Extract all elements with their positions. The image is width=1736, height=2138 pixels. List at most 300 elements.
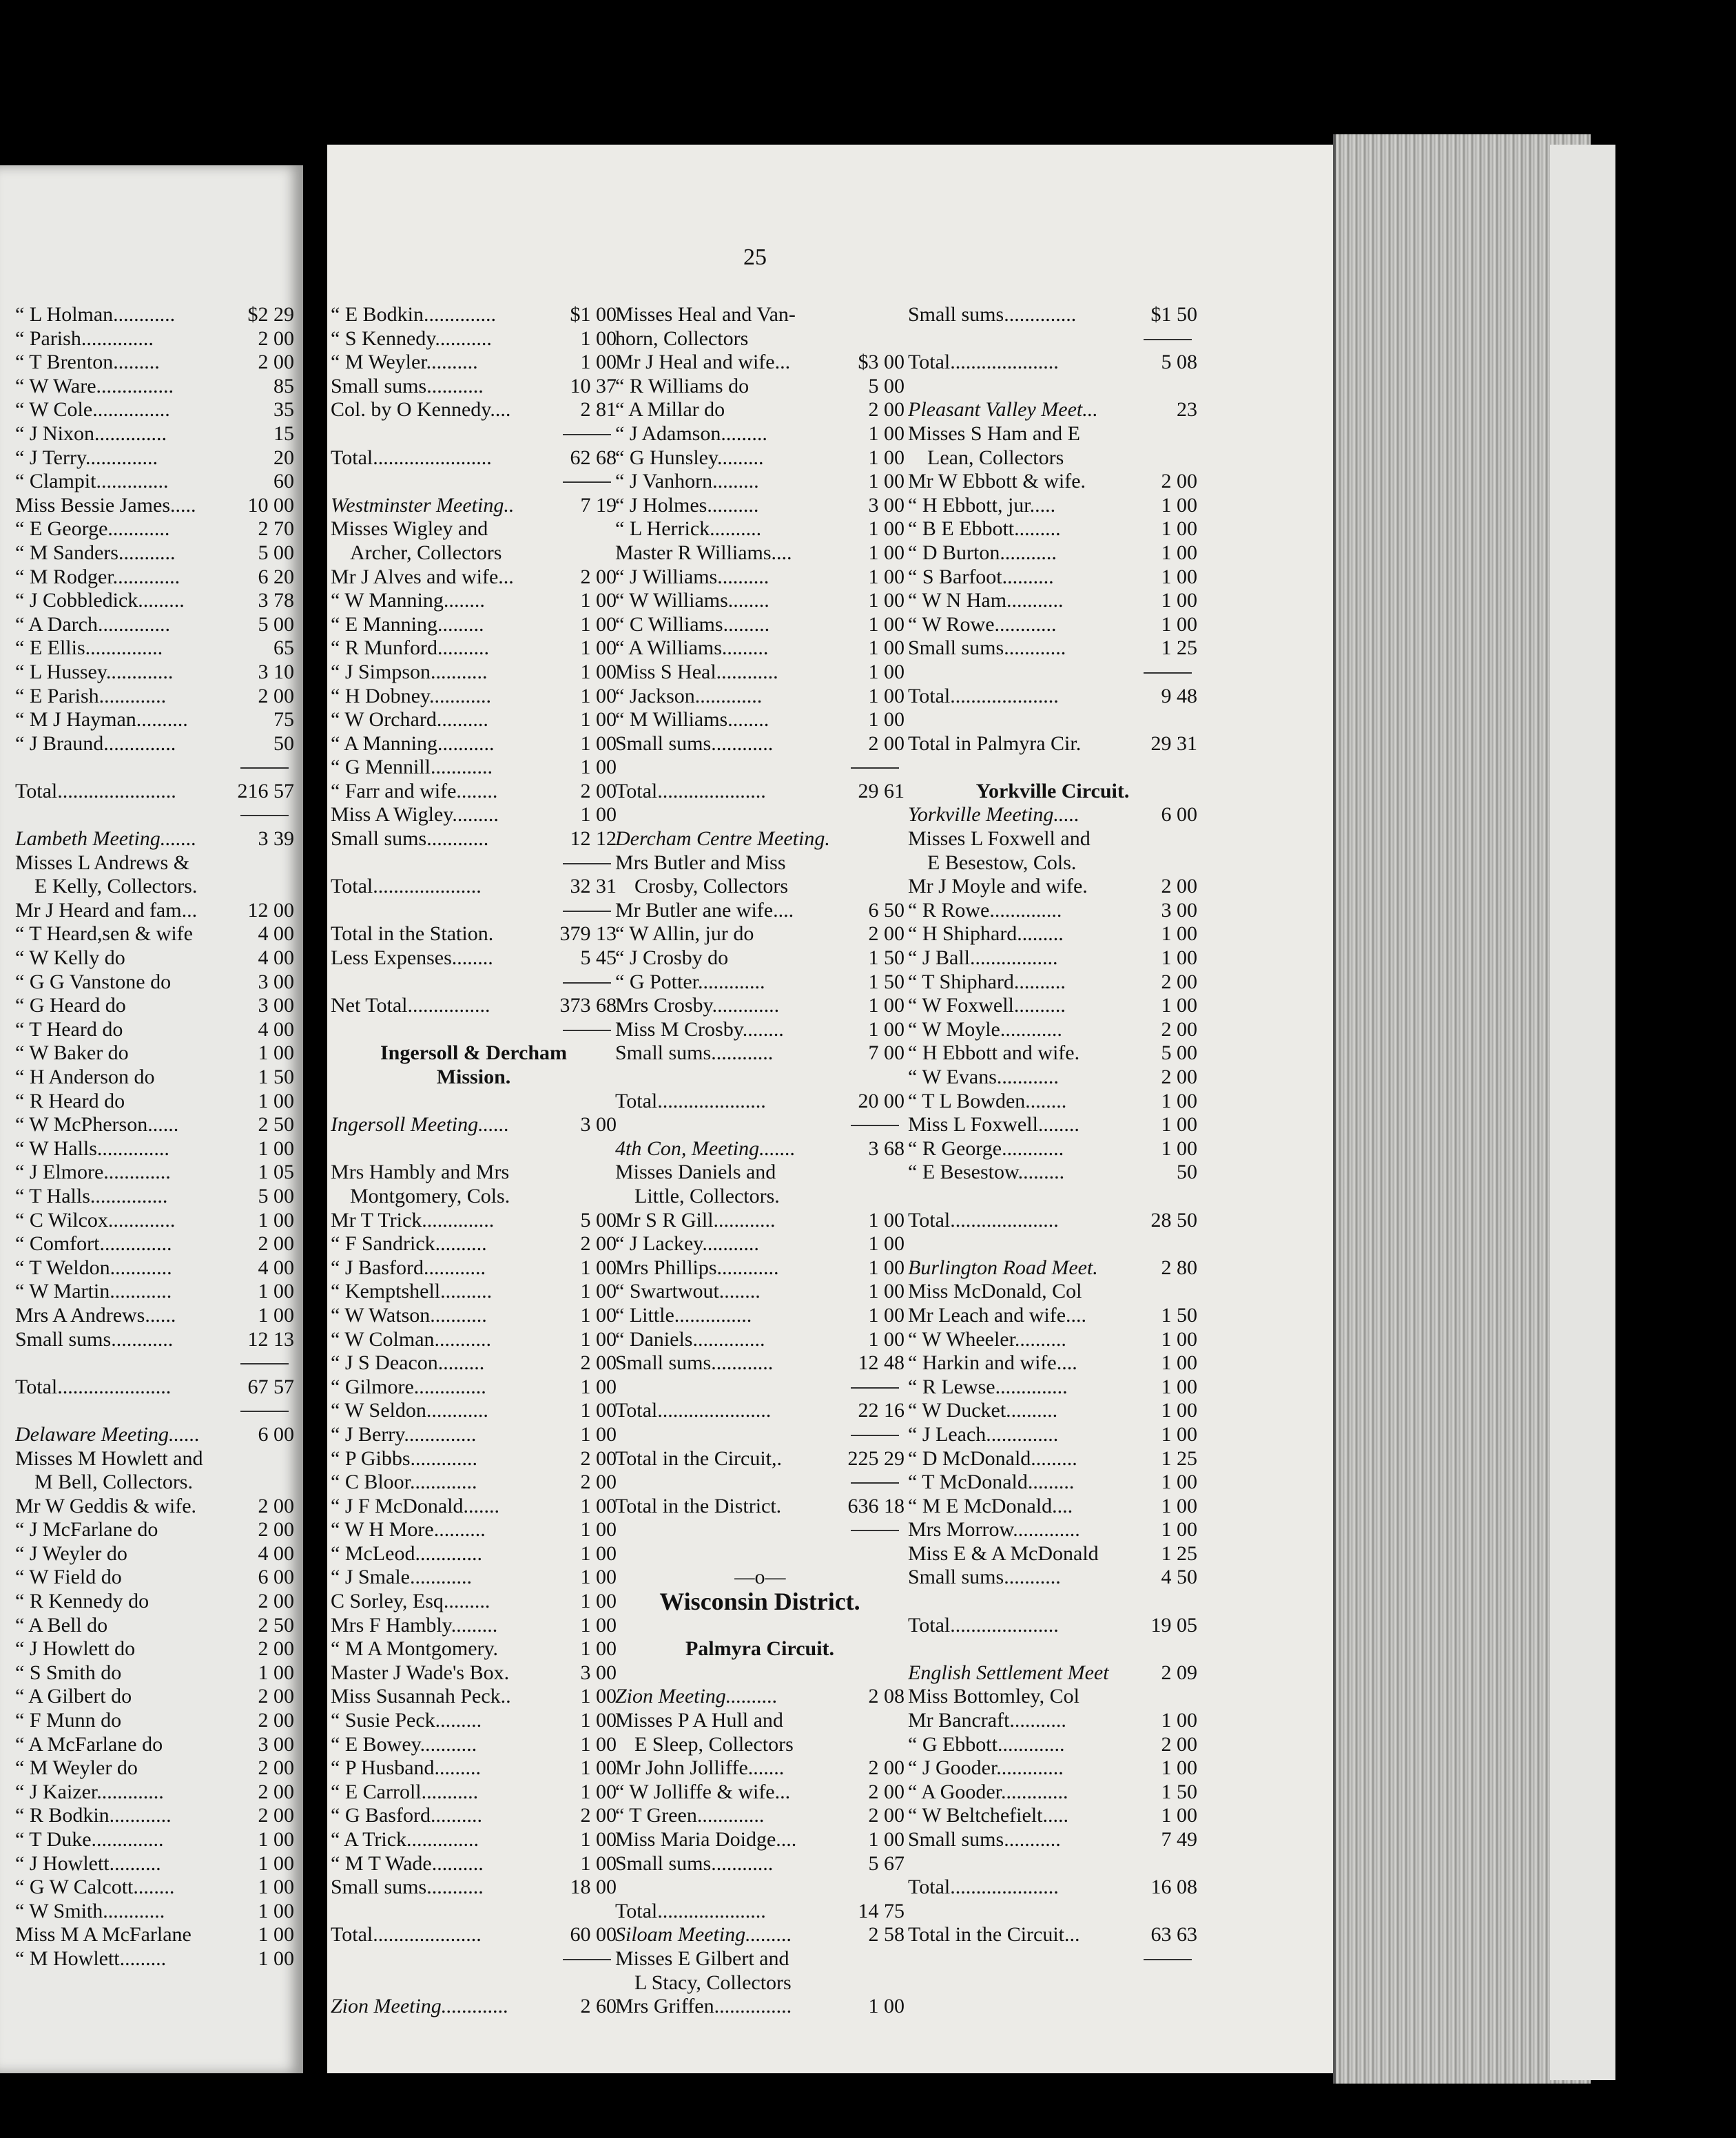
entry-name: “ T Green............. xyxy=(615,1804,765,1827)
entry-name xyxy=(615,1066,905,1090)
ledger-row xyxy=(331,1161,617,1185)
entry-name: “ G Mennill............ xyxy=(331,756,493,779)
ledger-row xyxy=(15,1232,294,1256)
entry-amount: 1 00 xyxy=(580,1780,617,1803)
entry-name: “ J Terry.............. xyxy=(15,446,158,469)
entry-name: “ A Manning........... xyxy=(331,731,495,755)
entry-amount: 28 50 xyxy=(1150,1208,1197,1232)
ledger-row xyxy=(615,1828,905,1852)
entry-amount: 1 00 xyxy=(580,1542,617,1565)
entry-name: “ J F McDonald....... xyxy=(331,1494,499,1517)
entry-amount: 1 00 xyxy=(258,1923,294,1947)
entry-amount: 1 00 xyxy=(868,517,905,541)
entry-amount: $1 00 xyxy=(570,303,617,326)
entry-amount: 1 00 xyxy=(1161,1089,1197,1112)
entry-amount: 1 00 xyxy=(258,1899,294,1922)
entry-amount: 6 00 xyxy=(258,1422,294,1446)
entry-name: “ J Cobbledick......... xyxy=(15,589,185,612)
ledger-row xyxy=(615,1232,905,1256)
entry-name: Mr Bancraft........... xyxy=(908,1709,1066,1732)
entry-amount: 2 00 xyxy=(868,731,905,755)
entry-name: Montgomery, Cols. xyxy=(350,1184,510,1207)
entry-name: “ L Herrick.......... xyxy=(615,517,762,541)
ledger-row xyxy=(615,1447,905,1471)
ledger-row xyxy=(908,1471,1197,1495)
entry-name: “ A Bell do xyxy=(15,1613,108,1637)
entry-amount: 2 70 xyxy=(258,517,294,541)
entry-amount: 1 00 xyxy=(868,470,905,493)
entry-name: “ T Duke.............. xyxy=(15,1828,164,1851)
ledger-row xyxy=(331,1232,617,1256)
ledger-row xyxy=(331,1733,617,1757)
entry-name: “ T Heard,sen & wife xyxy=(15,922,193,946)
ledger-row xyxy=(15,1923,294,1947)
ledger-row xyxy=(908,1876,1197,1900)
entry-amount: 3 00 xyxy=(580,1113,617,1137)
entry-name xyxy=(331,1090,617,1114)
ledger-row xyxy=(331,1804,617,1828)
ledger-row xyxy=(615,1328,905,1352)
entry-name: “ W Field do xyxy=(15,1566,122,1589)
entry-amount: 1 00 xyxy=(580,1494,617,1517)
entry-amount: 2 00 xyxy=(868,398,905,422)
entry-amount: 20 xyxy=(273,446,294,469)
entry-amount: $1 50 xyxy=(1150,303,1197,326)
entry-name: “ M A Montgomery. xyxy=(331,1637,499,1661)
entry-amount: 1 00 xyxy=(580,1613,617,1637)
ledger-row xyxy=(331,1447,617,1471)
entry-name: “ R Lewse.............. xyxy=(908,1375,1068,1398)
entry-name xyxy=(615,1518,905,1542)
entry-name: “ D McDonald......... xyxy=(908,1446,1077,1470)
entry-name: “ W McPherson...... xyxy=(15,1113,179,1137)
ledger-row xyxy=(331,732,617,756)
entry-amount: 1 00 xyxy=(868,422,905,445)
ledger-row xyxy=(615,1185,905,1209)
ledger-row xyxy=(15,1066,294,1090)
ledger-row xyxy=(615,1900,905,1924)
ledger-row xyxy=(331,613,617,637)
entry-name: Misses L Andrews & xyxy=(15,851,190,874)
entry-amount: 2 00 xyxy=(868,1756,905,1780)
entry-amount: 1 00 xyxy=(1161,946,1197,970)
entry-name: Mr T Trick.............. xyxy=(331,1208,495,1232)
entry-amount: 50 xyxy=(273,731,294,755)
entry-name: Mr J Heard and fam... xyxy=(15,898,198,922)
entry-amount: 1 00 xyxy=(580,803,617,827)
entry-name: “ Kemptshell.......... xyxy=(331,1280,493,1303)
entry-name: “ M E McDonald.... xyxy=(908,1494,1073,1517)
rule-line xyxy=(331,1947,617,1971)
entry-name: Zion Meeting............. xyxy=(331,1995,509,2018)
ledger-row xyxy=(908,1566,1197,1590)
page-number: 25 xyxy=(743,245,767,270)
ledger-row xyxy=(331,517,617,541)
entry-amount: $2 29 xyxy=(247,303,294,326)
entry-amount: 2 00 xyxy=(1161,470,1197,493)
rule-line xyxy=(331,1018,617,1042)
ledger-row xyxy=(615,636,905,661)
entry-amount: 1 00 xyxy=(580,1732,617,1756)
entry-name: “ H Anderson do xyxy=(15,1066,155,1088)
entry-amount: 5 00 xyxy=(1161,1041,1197,1065)
entry-name: “ Daniels.............. xyxy=(615,1327,765,1351)
entry-amount: 636 18 xyxy=(847,1494,905,1517)
ledger-row xyxy=(331,589,617,613)
entry-name: “ M T Wade.......... xyxy=(331,1851,484,1875)
entry-amount: 2 00 xyxy=(258,1232,294,1256)
entry-amount: 1 25 xyxy=(1161,636,1197,660)
entry-name: Total...................... xyxy=(615,1399,772,1422)
entry-amount: 10 37 xyxy=(570,374,617,397)
entry-name: “ W Watson........... xyxy=(331,1303,487,1327)
entry-amount: 1 00 xyxy=(868,565,905,588)
ledger-row xyxy=(15,1566,294,1590)
entry-amount: 1 00 xyxy=(1161,1137,1197,1160)
ledger-row xyxy=(908,470,1197,494)
ledger-row xyxy=(15,1733,294,1757)
ledger-row xyxy=(15,422,294,446)
section-heading xyxy=(331,1041,617,1066)
entry-amount: 1 00 xyxy=(580,1851,617,1875)
entry-name: “ T Shiphard.......... xyxy=(908,970,1066,993)
entry-amount: 2 00 xyxy=(258,1685,294,1708)
entry-amount: 1 00 xyxy=(258,1303,294,1327)
entry-amount: 1 05 xyxy=(258,1161,294,1184)
ledger-row xyxy=(15,1423,294,1447)
entry-name: “ P Gibbs............. xyxy=(331,1446,478,1470)
entry-name: “ Harkin and wife.... xyxy=(908,1351,1077,1375)
entry-name xyxy=(908,1900,1197,1924)
entry-amount: 5 00 xyxy=(580,1208,617,1232)
entry-amount: 75 xyxy=(273,708,294,731)
entry-amount: 2 58 xyxy=(868,1923,905,1947)
entry-name xyxy=(615,1661,905,1685)
ledger-row xyxy=(331,1614,617,1638)
entry-amount: 1 50 xyxy=(868,946,905,970)
entry-amount: 2 00 xyxy=(868,922,905,946)
entry-name: “ W Wheeler.......... xyxy=(908,1327,1066,1351)
entry-name: “ J Nixon.............. xyxy=(15,422,167,445)
entry-name: Total....................... xyxy=(15,779,176,802)
ledger-row xyxy=(908,1709,1197,1733)
ledger-row xyxy=(331,922,617,946)
ledger-row xyxy=(331,1637,617,1661)
entry-amount: 1 00 xyxy=(580,1422,617,1446)
ledger-row xyxy=(908,1185,1197,1209)
entry-amount: 1 00 xyxy=(868,1208,905,1232)
entry-name: Small sums............ xyxy=(15,1327,174,1351)
entry-name: Misses Heal and Van- xyxy=(615,303,796,326)
ledger-row xyxy=(15,1447,294,1471)
ledger-row xyxy=(15,1852,294,1876)
entry-amount: 1 00 xyxy=(1161,1494,1197,1517)
entry-name: Mrs Griffen............... xyxy=(615,1995,792,2018)
entry-amount: 7 00 xyxy=(868,1041,905,1065)
entry-amount: 2 50 xyxy=(258,1613,294,1637)
entry-amount: 1 00 xyxy=(868,1256,905,1279)
ledger-row xyxy=(615,803,905,827)
entry-amount: 5 00 xyxy=(258,612,294,636)
entry-name: Mr Butler ane wife.... xyxy=(615,898,794,922)
entry-name: Mrs F Hambly......... xyxy=(331,1613,498,1637)
entry-amount: 2 00 xyxy=(580,1232,617,1256)
section-heading xyxy=(908,780,1197,804)
ledger-row xyxy=(615,1495,905,1519)
ledger-row xyxy=(615,1304,905,1328)
ledger-row xyxy=(615,994,905,1018)
entry-amount: 1 00 xyxy=(580,612,617,636)
ledger-row xyxy=(615,1161,905,1185)
ledger-row xyxy=(908,1351,1197,1376)
entry-amount: 1 00 xyxy=(1161,922,1197,946)
entry-amount: 2 00 xyxy=(258,684,294,707)
entry-amount: 1 00 xyxy=(868,1280,905,1303)
entry-name: Mr J Moyle and wife. xyxy=(908,875,1088,898)
entry-name: Miss Bottomley, Col xyxy=(908,1685,1079,1708)
entry-name: “ J McFarlane do xyxy=(15,1518,158,1542)
entry-amount: 2 80 xyxy=(1161,1256,1197,1279)
ledger-row xyxy=(331,303,617,327)
entry-name: “ J Basford............ xyxy=(331,1256,486,1279)
ledger-row xyxy=(331,1876,617,1900)
entry-name: “ W Ware............... xyxy=(15,374,174,397)
entry-name: “ A Darch.............. xyxy=(15,612,170,636)
ledger-row xyxy=(331,875,617,899)
entry-name: Total..................... xyxy=(615,779,766,802)
ledger-row xyxy=(15,327,294,351)
entry-name: “ A Trick.............. xyxy=(331,1828,479,1851)
entry-amount: 62 68 xyxy=(570,446,617,469)
entry-name: Small sums............ xyxy=(615,1041,774,1065)
entry-amount: 2 00 xyxy=(258,1637,294,1661)
rule-line xyxy=(615,1423,905,1447)
entry-amount: 7 19 xyxy=(580,493,617,517)
entry-name: “ W Jolliffe & wife... xyxy=(615,1780,791,1803)
entry-name: Mr J Alves and wife... xyxy=(331,565,514,588)
entry-name: Net Total................ xyxy=(331,994,490,1017)
entry-name: “ R George............ xyxy=(908,1137,1064,1160)
ledger-row xyxy=(15,1947,294,1971)
entry-name: “ D Burton........... xyxy=(908,541,1057,564)
ledger-row xyxy=(615,1018,905,1042)
ledger-row xyxy=(615,422,905,446)
ledger-row xyxy=(615,661,905,685)
entry-name: “ Comfort.............. xyxy=(15,1232,172,1256)
entry-amount: 2 08 xyxy=(868,1685,905,1708)
ledger-row xyxy=(15,1137,294,1161)
ledger-row xyxy=(615,375,905,399)
entry-name: “ G Hunsley......... xyxy=(615,446,764,469)
ledger-row xyxy=(615,1709,905,1733)
entry-name: Misses S Ham and E xyxy=(908,422,1080,445)
ledger-row xyxy=(908,971,1197,995)
entry-name: “ M J Hayman.......... xyxy=(15,708,188,731)
rule-line xyxy=(15,1351,294,1376)
ledger-row xyxy=(908,1399,1197,1423)
ledger-row xyxy=(908,1900,1197,1924)
entry-name: Small sums........... xyxy=(331,1876,484,1899)
ledger-row xyxy=(15,1161,294,1185)
entry-name: “ J Adamson......... xyxy=(615,422,767,445)
entry-name: “ W Moyle............ xyxy=(908,1017,1062,1041)
ledger-row xyxy=(15,1685,294,1709)
ledger-row xyxy=(15,922,294,946)
entry-name: Total in Palmyra Cir. xyxy=(908,731,1082,755)
entry-name: “ W Baker do xyxy=(15,1041,129,1065)
entry-name: “ T McDonald......... xyxy=(908,1471,1075,1494)
entry-amount: 379 13 xyxy=(559,922,617,946)
entry-amount: 1 00 xyxy=(580,1637,617,1661)
ledger-row xyxy=(331,1518,617,1542)
entry-amount: 1 00 xyxy=(580,636,617,660)
entry-amount: 1 00 xyxy=(868,589,905,612)
ledger-row xyxy=(615,1781,905,1805)
entry-name: “ W Colman........... xyxy=(331,1327,492,1351)
ledger-row xyxy=(15,1756,294,1781)
entry-name: Miss M Crosby........ xyxy=(615,1017,784,1041)
entry-name: “ W Cole............... xyxy=(15,398,170,422)
entry-name: Mrs Hambly and Mrs xyxy=(331,1161,510,1184)
entry-amount: 1 00 xyxy=(258,1661,294,1684)
entry-name: “ W Rowe............ xyxy=(908,612,1057,636)
entry-name: “ W Halls.............. xyxy=(15,1137,169,1160)
entry-name: Small sums............ xyxy=(615,1851,774,1875)
entry-name: “ E Besestow......... xyxy=(908,1161,1065,1184)
entry-amount: 1 50 xyxy=(868,970,905,993)
entry-name xyxy=(331,971,617,995)
ledger-row xyxy=(331,1376,617,1400)
rule-line xyxy=(331,899,617,923)
ledger-row xyxy=(908,1590,1197,1614)
ledger-row xyxy=(331,1280,617,1304)
entry-name: Ingersoll & Dercham xyxy=(380,1041,568,1065)
entry-name xyxy=(615,1542,905,1566)
entry-name xyxy=(15,803,294,827)
entry-amount: 2 50 xyxy=(258,1113,294,1137)
entry-amount: 15 xyxy=(273,422,294,445)
entry-name xyxy=(908,327,1197,351)
ledger-row xyxy=(15,1209,294,1233)
ledger-row xyxy=(615,875,905,899)
ledger-row xyxy=(15,851,294,875)
entry-name: “ W Manning........ xyxy=(331,589,485,612)
entry-name: Zion Meeting.......... xyxy=(615,1685,778,1708)
entry-name: —o— xyxy=(734,1566,786,1589)
ledger-row xyxy=(331,1756,617,1781)
entry-amount: 4 00 xyxy=(258,1256,294,1279)
ledger-row xyxy=(331,636,617,661)
ledger-row xyxy=(908,1733,1197,1757)
ledger-row xyxy=(15,1256,294,1280)
ledger-row xyxy=(331,994,617,1018)
entry-name: Burlington Road Meet. xyxy=(908,1256,1098,1279)
ledger-row xyxy=(331,1828,617,1852)
entry-name: Mrs Crosby............. xyxy=(615,994,780,1017)
ledger-row xyxy=(331,1185,617,1209)
entry-name: “ W Orchard.......... xyxy=(331,708,488,731)
ledger-row xyxy=(15,1542,294,1566)
entry-name: “ E Bowey........... xyxy=(331,1732,477,1756)
entry-amount: 4 50 xyxy=(1161,1566,1197,1589)
entry-amount: 12 48 xyxy=(858,1351,905,1375)
rule-line xyxy=(615,1518,905,1542)
ledger-row xyxy=(615,1280,905,1304)
entry-name: “ E Parish............. xyxy=(15,684,167,707)
ledger-row xyxy=(15,398,294,422)
entry-name: “ McLeod............. xyxy=(331,1542,482,1565)
ledger-row xyxy=(908,803,1197,827)
entry-amount: 1 00 xyxy=(258,1208,294,1232)
entry-name: Miss L Foxwell........ xyxy=(908,1113,1079,1137)
ledger-row xyxy=(908,1232,1197,1256)
entry-amount: 216 57 xyxy=(237,779,294,802)
entry-amount: 2 00 xyxy=(1161,1066,1197,1088)
entry-name: “ C Wilcox............. xyxy=(15,1208,176,1232)
entry-name: “ E George............ xyxy=(15,517,170,541)
entry-amount: 2 00 xyxy=(258,1756,294,1780)
entry-name: Misses Daniels and xyxy=(615,1161,776,1184)
entry-amount: 1 00 xyxy=(1161,1518,1197,1542)
entry-name: Total..................... xyxy=(331,875,482,898)
entry-name: Total in the Station. xyxy=(331,922,494,946)
ledger-row xyxy=(908,875,1197,899)
entry-name: “ S Barfoot.......... xyxy=(908,565,1054,588)
ledger-row xyxy=(15,1590,294,1614)
ledger-row xyxy=(908,1304,1197,1328)
entry-amount: 3 00 xyxy=(1161,898,1197,922)
entry-name: “ Gilmore.............. xyxy=(331,1375,486,1398)
entry-name xyxy=(331,851,617,875)
entry-amount: 1 00 xyxy=(258,1828,294,1851)
ledger-row xyxy=(908,708,1197,732)
ledger-row xyxy=(15,827,294,851)
entry-amount: 2 00 xyxy=(580,1804,617,1827)
entry-amount: 4 00 xyxy=(258,922,294,946)
ledger-row xyxy=(615,732,905,756)
entry-amount: 65 xyxy=(273,636,294,660)
ledger-row xyxy=(15,899,294,923)
entry-name: Miss S Heal............ xyxy=(615,660,778,683)
ledger-row xyxy=(908,1161,1197,1185)
ledger-row xyxy=(908,685,1197,709)
entry-name: “ M Howlett......... xyxy=(15,1947,167,1970)
entry-name: “ M Williams........ xyxy=(615,708,769,731)
ledger-row xyxy=(908,398,1197,422)
entry-name: Total in the Circuit... xyxy=(908,1923,1080,1947)
entry-amount: 5 00 xyxy=(258,541,294,564)
entry-name: “ W Martin............ xyxy=(15,1280,172,1303)
entry-amount: 1 00 xyxy=(258,1280,294,1303)
entry-name: Archer, Collectors xyxy=(350,541,502,564)
entry-name: Misses M Howlett and xyxy=(15,1446,203,1470)
entry-name xyxy=(615,1614,905,1638)
ledger-row xyxy=(615,1733,905,1757)
ledger-row xyxy=(908,1423,1197,1447)
entry-name: Total..................... xyxy=(331,1923,482,1947)
entry-name: “ E Carroll........... xyxy=(331,1780,479,1803)
entry-name: “ S Kennedy........... xyxy=(331,326,492,350)
entry-name xyxy=(908,1185,1197,1209)
ledger-row xyxy=(908,1066,1197,1090)
ledger-row xyxy=(615,351,905,375)
entry-name: English Settlement Meet xyxy=(908,1661,1109,1684)
entry-amount: 1 00 xyxy=(258,1041,294,1065)
ledger-row xyxy=(331,494,617,518)
entry-amount: 2 00 xyxy=(1161,1732,1197,1756)
entry-amount: 2 00 xyxy=(258,1494,294,1517)
entry-name: “ M Weyler.......... xyxy=(331,351,478,374)
